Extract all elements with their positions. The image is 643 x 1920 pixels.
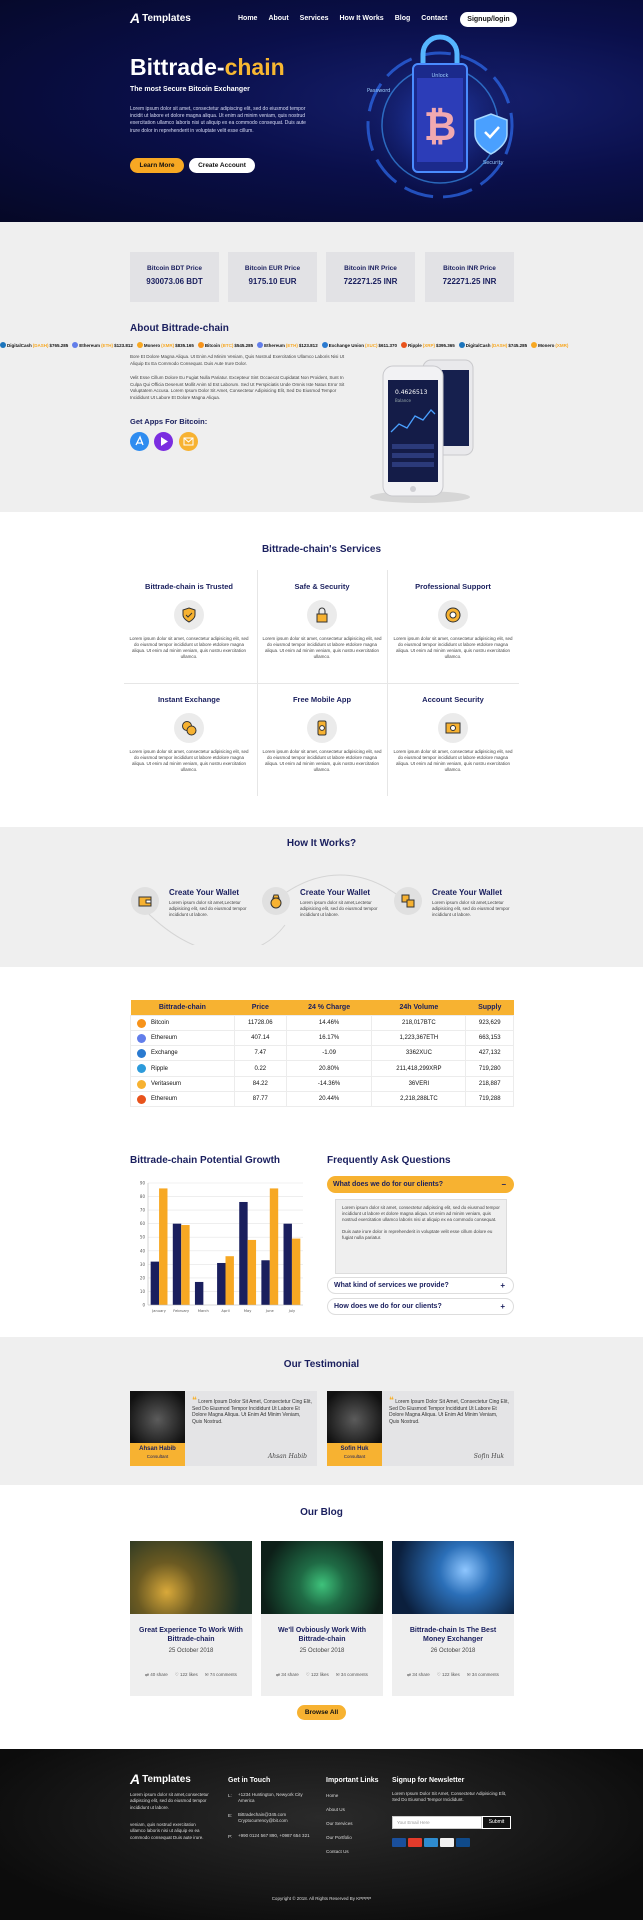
blog-card[interactable]: We'll Ovbiously Work With Bittrade-chain 25 October 2018 ⇄ 34 share ♡ 122 likes ✉ 34 comments bbox=[261, 1541, 383, 1696]
chart-bar bbox=[292, 1239, 300, 1305]
exchange-icon bbox=[137, 1049, 146, 1058]
copyright: Copyright © 2018. All Rights Reserved By KPPPP bbox=[271, 1896, 372, 1901]
nav-blog[interactable]: Blog bbox=[394, 15, 411, 22]
y-tick-label: 50 bbox=[139, 1234, 145, 1240]
shield-icon bbox=[174, 600, 204, 630]
footer-link-contact[interactable]: Contact Us bbox=[326, 1849, 349, 1854]
svg-text:Unlock: Unlock bbox=[431, 73, 449, 79]
y-tick-label: 0 bbox=[142, 1302, 145, 1308]
testimonial-card: Sofin Huk Consultant ❝ Lorem Ipsum Dolor Sit Amet, Consectetur Cing Elit, Sed Do Eiusmod Tempor Incididunt Ut Labore Et Dolore Magna Aliqua. Ut Enim Ad Minim Veniam, Quis Nostrud. Sofin Huk bbox=[327, 1391, 514, 1466]
comment-count: ✉ 74 comments bbox=[204, 1672, 237, 1677]
table-row: Ethereum 87.77 20.44% 2,218,288LTC 719,288 bbox=[131, 1091, 514, 1106]
create-account-button[interactable]: Create Account bbox=[189, 158, 255, 173]
ticker-item: Exchange Union (XUC) $611.370 bbox=[322, 339, 397, 351]
chart-bar bbox=[159, 1188, 167, 1305]
services-title: Bittrade-chain's Services bbox=[261, 544, 382, 555]
service-card: Free Mobile App Lorem ipsum dolor sit amet, consectetur adipisicing elit, sed do eiusmod tempor incididunt ut labore etdolore magna aliqua. Ut enim ad minim veniam, quis nostru exercitation ullamco. bbox=[262, 695, 382, 772]
faq-answer: Lorem ipsum dolor sit amet, consectetur adipiscing elit, sed do eiusmod tempor incididunt ut labore et dolore magna aliqua. Ut enim ad minim veniam, quis nostrud exercitation ullamco laboris nisi ut aliquip ex ea commodo consequat. Duis aute irure dolor in reprehenderit in voluptate velit esse cillum dolore eu fugiat nulla pariatur. bbox=[335, 1199, 507, 1274]
faq-item[interactable]: What kind of services we provide? + bbox=[327, 1277, 514, 1294]
wallet-icon bbox=[131, 887, 159, 915]
footer-emails[interactable]: Bittradechain@345.com Cryptocurrency@bit.com bbox=[238, 1812, 288, 1824]
hero-subtitle: The most Secure Bitcoin Exchanger bbox=[130, 86, 250, 93]
learn-more-button[interactable]: Learn More bbox=[130, 158, 184, 173]
blog-title: Our Blog bbox=[300, 1507, 343, 1518]
ticker-item: Monero (XMR) $835.165 bbox=[137, 339, 194, 351]
hero-title: Bittrade-chain bbox=[130, 54, 285, 80]
x-tick-label: May bbox=[243, 1309, 252, 1313]
mastercard-icon bbox=[408, 1838, 422, 1847]
about-paragraph: Velit Esse Cillum Dolore Eu Fugiat Nulla Pariatur. Excepteur Sint Occaecat Cupidatat Non Proident, Sunt In Culpa Qui Officia Deserunt Mollit Anim Id Est Laborum. Sed Ut Perspiciatis Unde Omnis Iste Natus Error Sit Voluptatem Accusa. Lorem Ipsum Dolor Sit Amet, Consectetur Adipisicing Elit, Sed Do Eiusmod Tempor Incididunt Ut Labore Et Dolore Magna Aliqua. bbox=[130, 375, 345, 400]
blog-card[interactable]: Great Experience To Work With Bittrade-chain 25 October 2018 ⇄ 40 share ♡ 122 likes ✉ 74 comments bbox=[130, 1541, 252, 1696]
y-tick-label: 40 bbox=[139, 1248, 145, 1254]
newsletter-email-input[interactable]: Your Email Here bbox=[392, 1816, 482, 1829]
ethereum-icon bbox=[137, 1034, 146, 1043]
blog-image bbox=[261, 1541, 383, 1614]
hero-section bbox=[0, 0, 643, 222]
like-count: ♡ 122 likes bbox=[436, 1672, 460, 1677]
discover-icon bbox=[440, 1838, 454, 1847]
hero-text: Lorem ipsum dolor sit amet, consectetur adipiscing elit, sed do eiusmod tempor incidit ut labore et dolore magna aliqua. Ut enim ad minim veniam, quis nostrud exercitation ullamco laboris nisi ut aliquip ex ea commodo consequat. Duis aute irure dolor in reprehenderit in voluptate velit esse cillum. bbox=[130, 106, 306, 134]
price-box: Bitcoin BDT Price 930073.06 BDT bbox=[130, 252, 219, 302]
play-store-button[interactable] bbox=[154, 432, 173, 451]
ethereum-icon bbox=[137, 1095, 146, 1104]
share-count: ⇄ 40 share bbox=[145, 1672, 168, 1677]
service-card: Account Security Lorem ipsum dolor sit amet, consectetur adipisicing elit, sed do eiusmod tempor incididunt ut labore etdolore magna aliqua. Ut enim ad minim veniam, quis nostru exercitation ullamco. bbox=[393, 695, 513, 772]
blog-image bbox=[392, 1541, 514, 1614]
play-icon bbox=[154, 432, 173, 451]
chart-bar bbox=[173, 1224, 181, 1305]
y-tick-label: 10 bbox=[139, 1288, 145, 1294]
faq-item-open[interactable]: What does we do for our clients? − bbox=[327, 1176, 514, 1193]
signature: Sofin Huk bbox=[473, 1453, 504, 1460]
y-tick-label: 70 bbox=[139, 1207, 145, 1213]
svg-text:₿: ₿ bbox=[423, 104, 457, 150]
chart-bar bbox=[226, 1256, 234, 1305]
ticker-item: Ethereum (ETH) $123.812 bbox=[257, 339, 318, 351]
table-header: 24 % Charge bbox=[286, 1000, 372, 1015]
chart-bar bbox=[239, 1202, 247, 1305]
footer-logo[interactable]: A Templates bbox=[130, 1771, 191, 1787]
y-tick-label: 30 bbox=[139, 1261, 145, 1267]
testimonial-title: Our Testimonial bbox=[283, 1359, 360, 1370]
faq-item[interactable]: How does we do for our clients? + bbox=[327, 1298, 514, 1315]
comment-count: ✉ 34 comments bbox=[335, 1672, 368, 1677]
service-card: Instant Exchange Lorem ipsum dolor sit amet, consectetur adipisicing elit, sed do eiusmod tempor incididunt ut labore etdolore magna aliqua. Ut enim ad minim veniam, quis nostru exercitation ullamco. bbox=[129, 695, 249, 772]
footer-link-about[interactable]: About Us bbox=[326, 1807, 345, 1812]
download-button[interactable] bbox=[179, 432, 198, 451]
phone-icon: P: bbox=[228, 1834, 233, 1839]
ticker-item: Ripple (XRP) $395.365 bbox=[401, 339, 455, 351]
newsletter-title: Signup for Newsletter bbox=[392, 1777, 465, 1784]
plus-icon: + bbox=[500, 1302, 505, 1311]
footer-about: veniam, quis nostrud exercitation ullamco laboris nisi ut aliquip ex ea commodo consequat Duis aute irure. bbox=[130, 1822, 204, 1840]
how-title: How It Works? bbox=[286, 838, 357, 849]
footer-phones: +990 0124 567 890, +0987 654 321 bbox=[238, 1833, 310, 1838]
money-bag-icon bbox=[262, 887, 290, 915]
svg-text:Security: Security bbox=[483, 160, 504, 166]
share-count: ⇄ 34 share bbox=[407, 1672, 430, 1677]
chart-bar bbox=[217, 1263, 225, 1305]
coins-exchange-icon bbox=[174, 713, 204, 743]
about-title: About Bittrade-chain bbox=[130, 323, 229, 334]
hero-lock-illustration bbox=[345, 30, 535, 210]
location-icon: L: bbox=[228, 1793, 232, 1798]
chart-bar bbox=[181, 1225, 189, 1305]
footer-link-services[interactable]: Our Services bbox=[326, 1821, 353, 1826]
testimonial-section bbox=[0, 1337, 643, 1485]
chart-bar bbox=[248, 1240, 256, 1305]
nav-how-it-works[interactable]: How It Works bbox=[339, 15, 384, 22]
table-header: 24h Volume bbox=[372, 1000, 466, 1015]
services-section bbox=[0, 512, 643, 827]
x-tick-label: April bbox=[221, 1309, 230, 1313]
ticker-item: Bitcoin (BTC) $545.285 bbox=[198, 339, 253, 351]
paypal-icon bbox=[456, 1838, 470, 1847]
market-table-section bbox=[0, 967, 643, 1107]
apps-title: Get Apps For Bitcoin: bbox=[130, 417, 208, 426]
like-count: ♡ 122 likes bbox=[305, 1672, 329, 1677]
table-row: Ripple 0.22 20.80% 211,418,299XRP 719,280 bbox=[131, 1061, 514, 1076]
comment-count: ✉ 34 comments bbox=[466, 1672, 499, 1677]
bitcoin-icon bbox=[198, 342, 204, 348]
email-icon: E: bbox=[228, 1813, 233, 1818]
mobile-app-icon bbox=[307, 713, 337, 743]
signature: Ahsan Habib bbox=[267, 1453, 307, 1460]
logo-mark-icon: A bbox=[130, 1771, 141, 1787]
plus-icon: + bbox=[500, 1281, 505, 1290]
y-tick-label: 80 bbox=[139, 1194, 145, 1200]
footer-touch-title: Get in Touch bbox=[228, 1777, 271, 1784]
veritaseum-icon bbox=[137, 1080, 146, 1089]
ticker-item: Ethereum (ETH) $123.812 bbox=[72, 339, 133, 351]
testimonial-card: Ahsan Habib Consultant ❝ Lorem Ipsum Dolor Sit Amet, Consectetur Cing Elit, Sed Do Eiusmod Tempor Incididunt Ut Labore Et Dolore Magna Aliqua. Ut Enim Ad Minim Veniam, Quis Nostrud. Ahsan Habib bbox=[130, 1391, 317, 1466]
transfer-icon bbox=[394, 887, 422, 915]
chart-bar bbox=[270, 1188, 278, 1305]
blog-card[interactable]: Bittrade-chain Is The Best Money Exchanger 26 October 2018 ⇄ 34 share ♡ 122 likes ✉ 34 comments bbox=[392, 1541, 514, 1696]
blog-image bbox=[130, 1541, 252, 1614]
footer-link-home[interactable]: Home bbox=[326, 1793, 339, 1798]
table-row: Veritaseum 84.22 -14.36% 36VERI 218,887 bbox=[131, 1076, 514, 1091]
share-count: ⇄ 34 share bbox=[276, 1672, 299, 1677]
table-row: Bitcoin 11728.06 14.46% 218,017BTC 923,629 bbox=[131, 1015, 514, 1030]
signup-button[interactable]: Signup/login bbox=[460, 12, 517, 27]
nav-services[interactable]: Services bbox=[299, 15, 329, 22]
chart-bar bbox=[284, 1224, 292, 1305]
table-header: Bittrade-chain bbox=[131, 1000, 235, 1015]
chart-bar bbox=[195, 1282, 203, 1305]
market-table bbox=[130, 1000, 514, 1107]
visa-icon bbox=[392, 1838, 406, 1847]
y-tick-label: 90 bbox=[139, 1180, 145, 1186]
newsletter-text: Lorem Ipsum Dolor Sit Amet, Consectetur Adipisicing Elit, Sed Do Eiusmod Tempor Incididunt. bbox=[392, 1791, 507, 1803]
dash-icon bbox=[0, 342, 6, 348]
chart-bar bbox=[151, 1262, 159, 1305]
like-count: ♡ 122 likes bbox=[174, 1672, 198, 1677]
x-tick-label: January bbox=[152, 1309, 166, 1313]
main-nav bbox=[238, 15, 447, 22]
service-card: Bittrade-chain is Trusted Lorem ipsum dolor sit amet, consectetur adipisicing elit, sed do eiusmod tempor incididunt ut labore etdolore magna aliqua. Ut enim ad minim veniam, quis nostru exercitation ullamco. bbox=[129, 582, 249, 659]
nav-contact[interactable]: Contact bbox=[421, 15, 448, 22]
logo-mark-icon: A bbox=[130, 10, 141, 26]
ripple-icon bbox=[401, 342, 407, 348]
quote-icon: ❝ bbox=[389, 1395, 394, 1405]
price-box: Bitcoin EUR Price 9175.10 EUR bbox=[228, 252, 317, 302]
ticker-item: Monero (XMR) bbox=[531, 339, 568, 351]
growth-chart bbox=[130, 1175, 310, 1325]
service-card: Professional Support Lorem ipsum dolor sit amet, consectetur adipisicing elit, sed do eiusmod tempor incididunt ut labore etdolore magna aliqua. Ut enim ad minim veniam, quis nostru exercitation ullamco. bbox=[393, 582, 513, 659]
chart-bar bbox=[261, 1260, 269, 1305]
x-tick-label: June bbox=[265, 1309, 274, 1313]
phones-illustration bbox=[365, 352, 495, 507]
price-box: Bitcoin INR Price 722271.25 INR bbox=[425, 252, 514, 302]
svg-text:0.4626513: 0.4626513 bbox=[395, 389, 428, 396]
footer-links-title: Important Links bbox=[326, 1777, 379, 1784]
table-header: Price bbox=[234, 1000, 286, 1015]
price-about-section bbox=[0, 222, 643, 512]
ticker-item: DigitalCash (DASH) $765.285 bbox=[0, 339, 68, 351]
growth-faq-section bbox=[0, 1107, 643, 1337]
footer-about: Lorem ipsum dolor sit amet,consectetur adipiscing elit, sed do eiusmod tempor incididunt ut labore. bbox=[130, 1792, 209, 1810]
price-ticker bbox=[0, 339, 643, 351]
svg-text:Password: Password bbox=[367, 88, 391, 94]
service-card: Safe & Security Lorem ipsum dolor sit amet, consectetur adipisicing elit, sed do eiusmod tempor incididunt ut labore etdolore magna aliqua. Ut enim ad minim veniam, quis nostru exercitation ullamco. bbox=[262, 582, 382, 659]
nav-about[interactable]: About bbox=[268, 15, 289, 22]
growth-title: Bittrade-chain Potential Growth bbox=[130, 1155, 281, 1166]
x-tick-label: March bbox=[197, 1309, 209, 1313]
y-tick-label: 20 bbox=[139, 1275, 145, 1281]
newsletter-submit-button[interactable]: Submit bbox=[482, 1816, 511, 1829]
monero-icon bbox=[531, 342, 537, 348]
safe-icon bbox=[438, 713, 468, 743]
footer-address: +1234 Huntington, Newyork City America bbox=[238, 1792, 303, 1804]
mail-icon bbox=[179, 432, 198, 451]
footer bbox=[0, 1749, 643, 1920]
faq-title: Frequently Ask Questions bbox=[327, 1155, 451, 1166]
lock-icon bbox=[307, 600, 337, 630]
exchange-union-icon bbox=[322, 342, 328, 348]
minus-icon: − bbox=[501, 1180, 506, 1189]
x-tick-label: February bbox=[173, 1309, 190, 1313]
about-paragraph: Bore Et Dolore Magna Aliqua. Ut Enim Ad Minim Veniam, Quis Nostrud Exercitation Ullamco Laboris Nisi Ut Aliquip Ex Ea Commodo Consequat. Duis Aute Irure Dolor. bbox=[130, 354, 345, 366]
table-header: Supply bbox=[466, 1000, 514, 1015]
app-store-button[interactable] bbox=[130, 432, 149, 451]
app-store-icon bbox=[130, 432, 149, 451]
nav-home[interactable]: Home bbox=[238, 15, 258, 22]
quote-icon: ❝ bbox=[192, 1395, 197, 1405]
bitcoin-icon bbox=[137, 1019, 146, 1028]
browse-all-button[interactable]: Browse All bbox=[297, 1705, 346, 1720]
table-row: Exchange 7.47 -1.09 3362XUC 427,132 bbox=[131, 1046, 514, 1061]
blog-section bbox=[0, 1485, 643, 1749]
ethereum-icon bbox=[72, 342, 78, 348]
dash-icon bbox=[459, 342, 465, 348]
how-it-works-section: How It Works? Create Your Wallet Lorem ipsum dolor sit amet,Lectetur adipisicing elit, sed do eiusmod tempor incididunt ut labore. Create Your Wallet Lorem ipsum dolor sit amet,Lectetur adipisicing elit, sed do eiusmod tempor incididunt ut labore. Create Your Wallet Lorem ipsum dolor sit amet,Lectetur adipisicing elit, sed do eiusmod tempor incididunt ut labore. bbox=[0, 827, 643, 967]
support-icon bbox=[438, 600, 468, 630]
amex-icon bbox=[424, 1838, 438, 1847]
ticker-item: DigitalCash (DASH) $745.285 bbox=[459, 339, 527, 351]
y-tick-label: 60 bbox=[139, 1221, 145, 1227]
ripple-icon bbox=[137, 1064, 146, 1073]
table-row: Ethereum 407.14 16.17% 1,223,367ETH 663,153 bbox=[131, 1030, 514, 1045]
ethereum-icon bbox=[257, 342, 263, 348]
monero-icon bbox=[137, 342, 143, 348]
x-tick-label: July bbox=[288, 1309, 296, 1313]
svg-text:Balance: Balance bbox=[395, 398, 411, 403]
price-box: Bitcoin INR Price 722271.25 INR bbox=[326, 252, 415, 302]
logo[interactable]: A Templates bbox=[130, 10, 191, 26]
footer-link-portfolio[interactable]: Our Portfolio bbox=[326, 1835, 352, 1840]
